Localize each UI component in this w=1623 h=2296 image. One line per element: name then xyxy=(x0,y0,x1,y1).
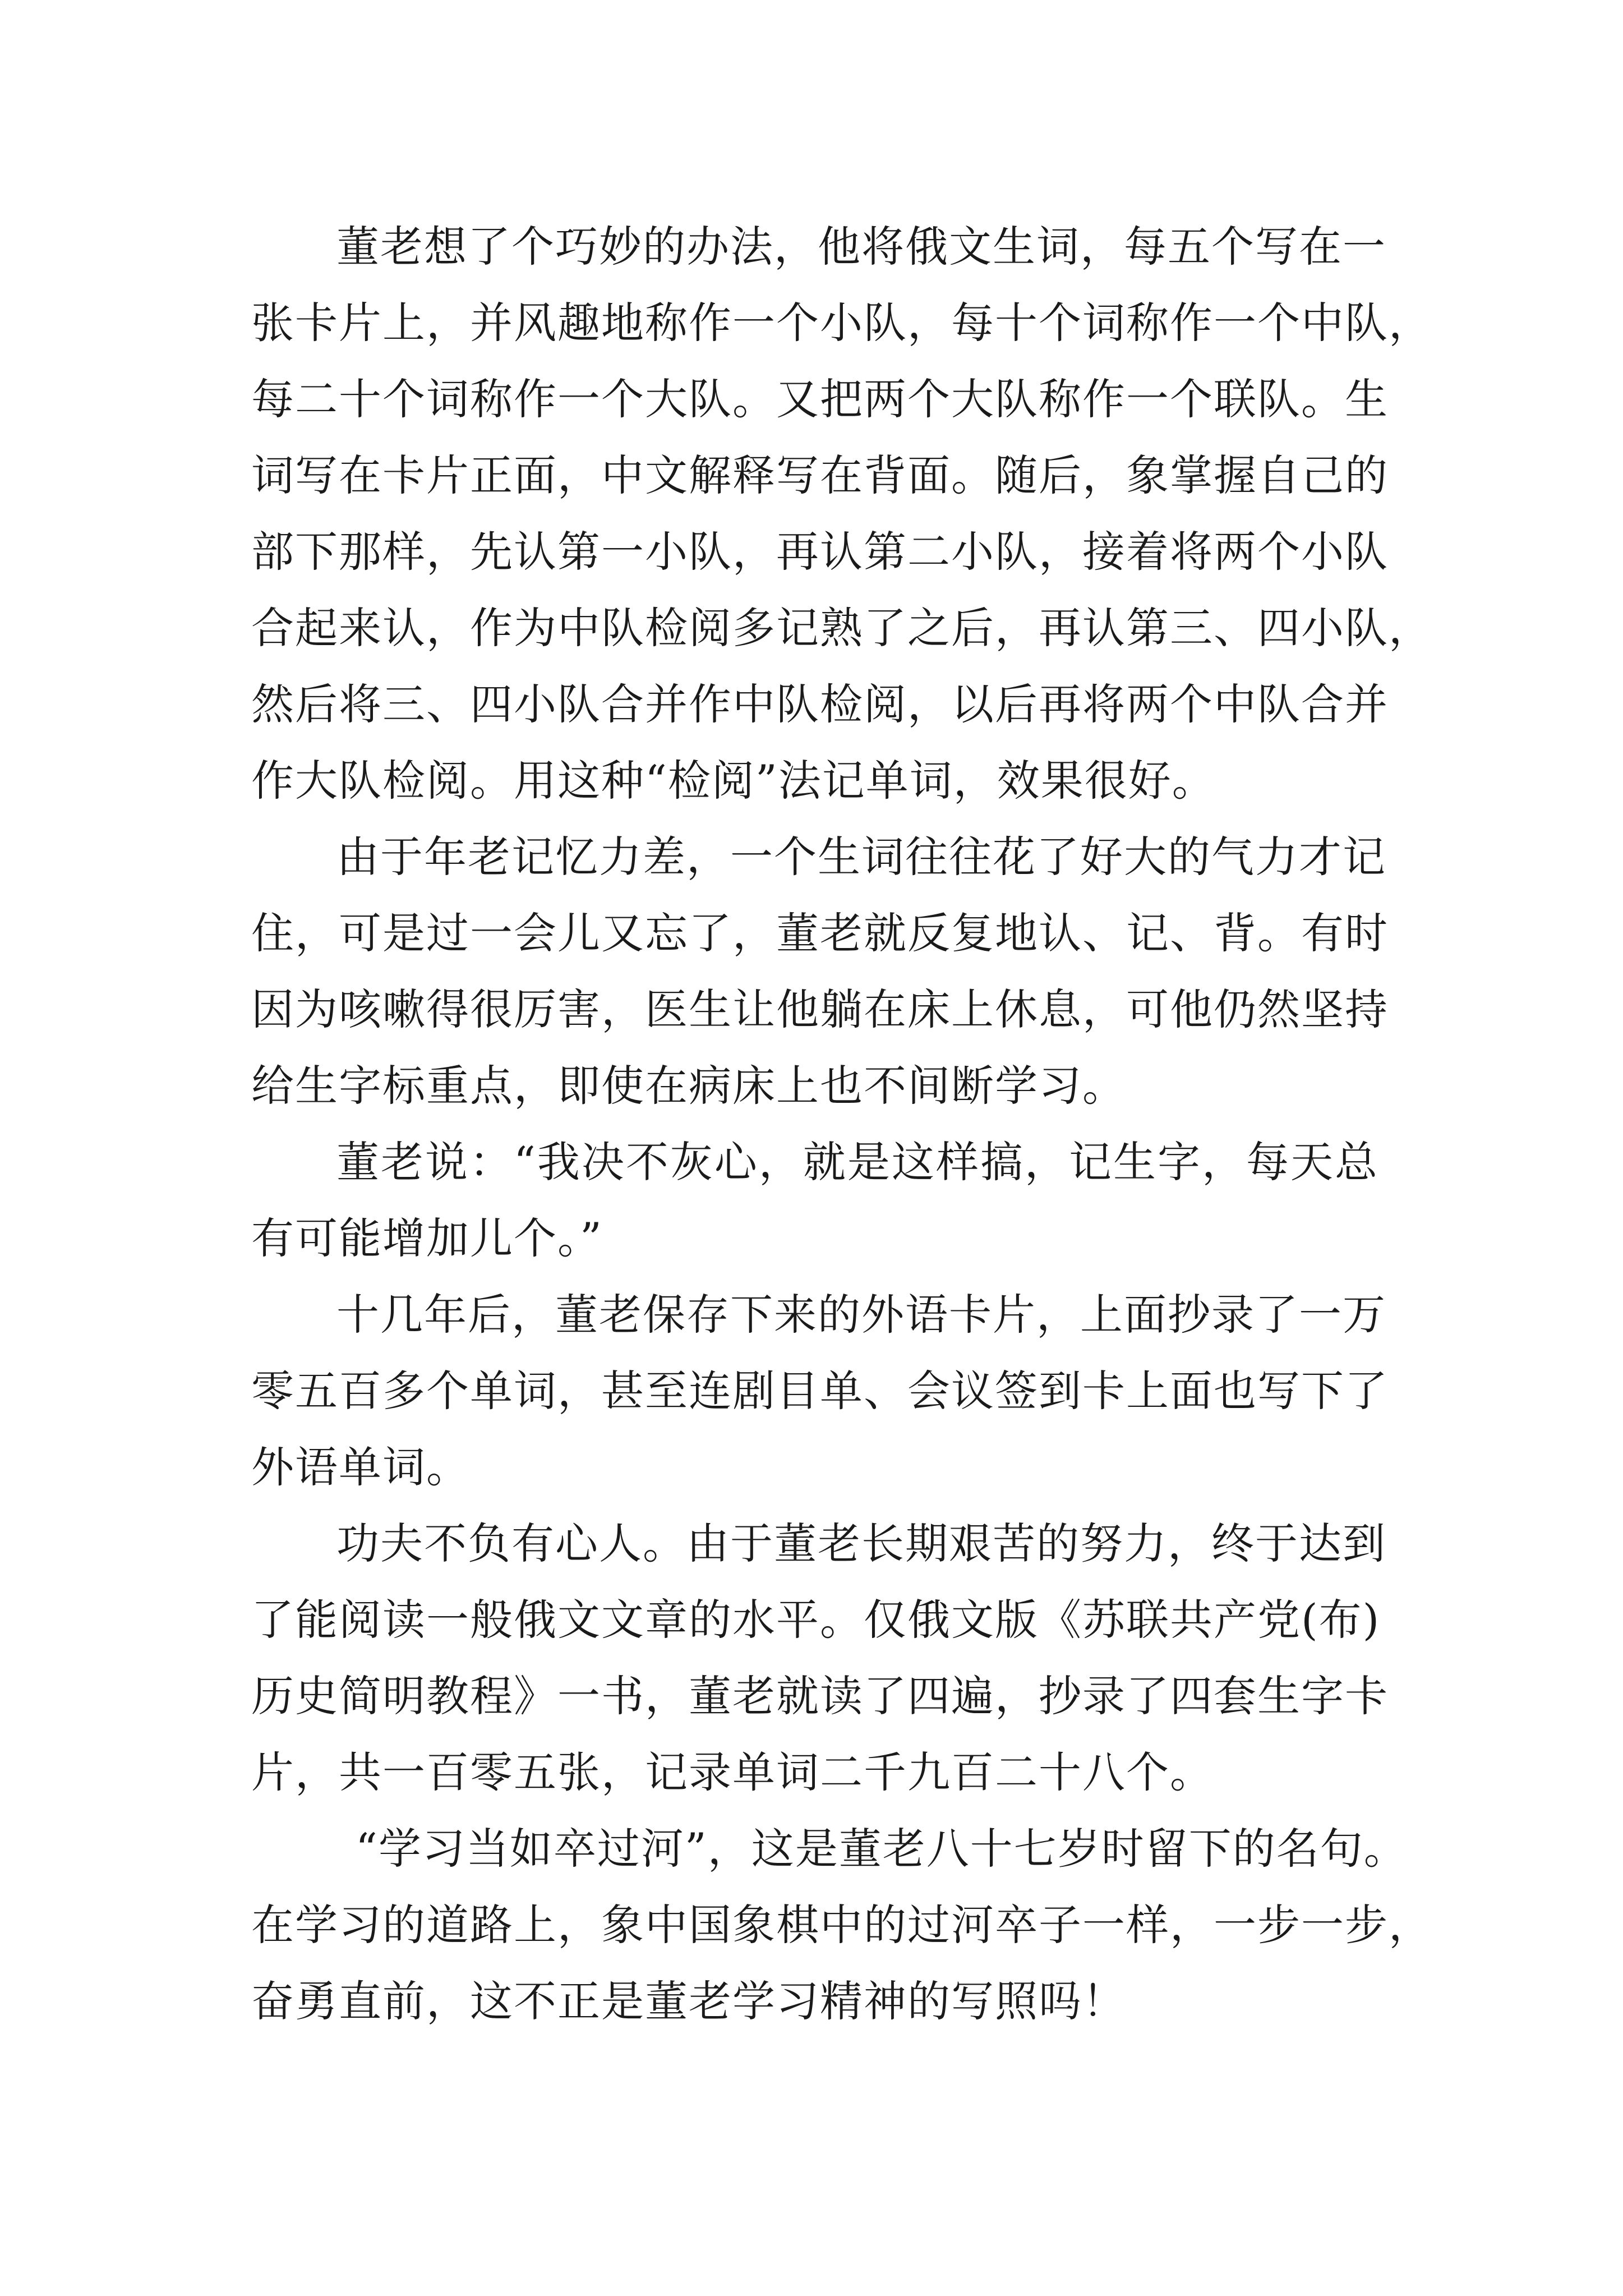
text-line: 由于年老记忆力差，一个生词往往花了好大的气力才记 xyxy=(336,832,1386,882)
text-line: 张卡片上，并风趣地称作一个小队，每十个词称作一个中队， xyxy=(251,298,1432,348)
text-line: 董老说：“我决不灰心，就是这样搞，记生字，每天总 xyxy=(336,1137,1378,1187)
text-line: 历史简明教程》一书，董老就读了四遍，抄录了四套生字卡 xyxy=(251,1671,1389,1721)
text-line: 在学习的道路上，象中国象棋中的过河卒子一样，一步一步， xyxy=(251,1900,1432,1950)
text-line: 片，共一百零五张，记录单词二千九百二十八个。 xyxy=(251,1747,1214,1797)
text-line: “学习当如卒过河”，这是董老八十七岁时留下的名句。 xyxy=(356,1824,1408,1874)
text-line: 董老想了个巧妙的办法，他将俄文生词，每五个写在一 xyxy=(336,222,1386,272)
text-line: 十几年后，董老保存下来的外语卡片，上面抄录了一万 xyxy=(336,1290,1386,1340)
text-line: 然后将三、四小队合并作中队检阅，以后再将两个中队合并 xyxy=(251,679,1389,729)
text-line: 因为咳嗽得很厉害，医生让他躺在床上休息，可他仍然坚持 xyxy=(251,984,1389,1034)
text-line: 给生字标重点，即使在病床上也不间断学习。 xyxy=(251,1061,1126,1111)
text-line: 奋勇直前，这不正是董老学习精神的写照吗！ xyxy=(251,1976,1126,2026)
text-line: 了能阅读一般俄文文章的水平。仅俄文版《苏联共产党(布) xyxy=(251,1595,1381,1645)
text-line: 作大队检阅。用这种“检阅”法记单词，效果很好。 xyxy=(251,756,1216,806)
text-line: 词写在卡片正面，中文解释写在背面。随后，象掌握自己的 xyxy=(251,450,1389,500)
text-line: 住，可是过一会儿又忘了，董老就反复地认、记、背。有时 xyxy=(251,908,1389,958)
text-line: 每二十个词称作一个大队。又把两个大队称作一个联队。生 xyxy=(251,374,1389,424)
text-line: 零五百多个单词，甚至连剧目单、会议签到卡上面也写下了 xyxy=(251,1366,1389,1416)
text-line: 功夫不负有心人。由于董老长期艰苦的努力，终于达到 xyxy=(336,1519,1386,1568)
text-line: 有可能增加儿个。” xyxy=(251,1213,603,1263)
text-line: 外语单词。 xyxy=(251,1442,470,1492)
article-body xyxy=(251,209,1432,2040)
text-line: 合起来认，作为中队检阅多记熟了之后，再认第三、四小队， xyxy=(251,603,1432,653)
text-line: 部下那样，先认第一小队，再认第二小队，接着将两个小队 xyxy=(251,527,1389,577)
